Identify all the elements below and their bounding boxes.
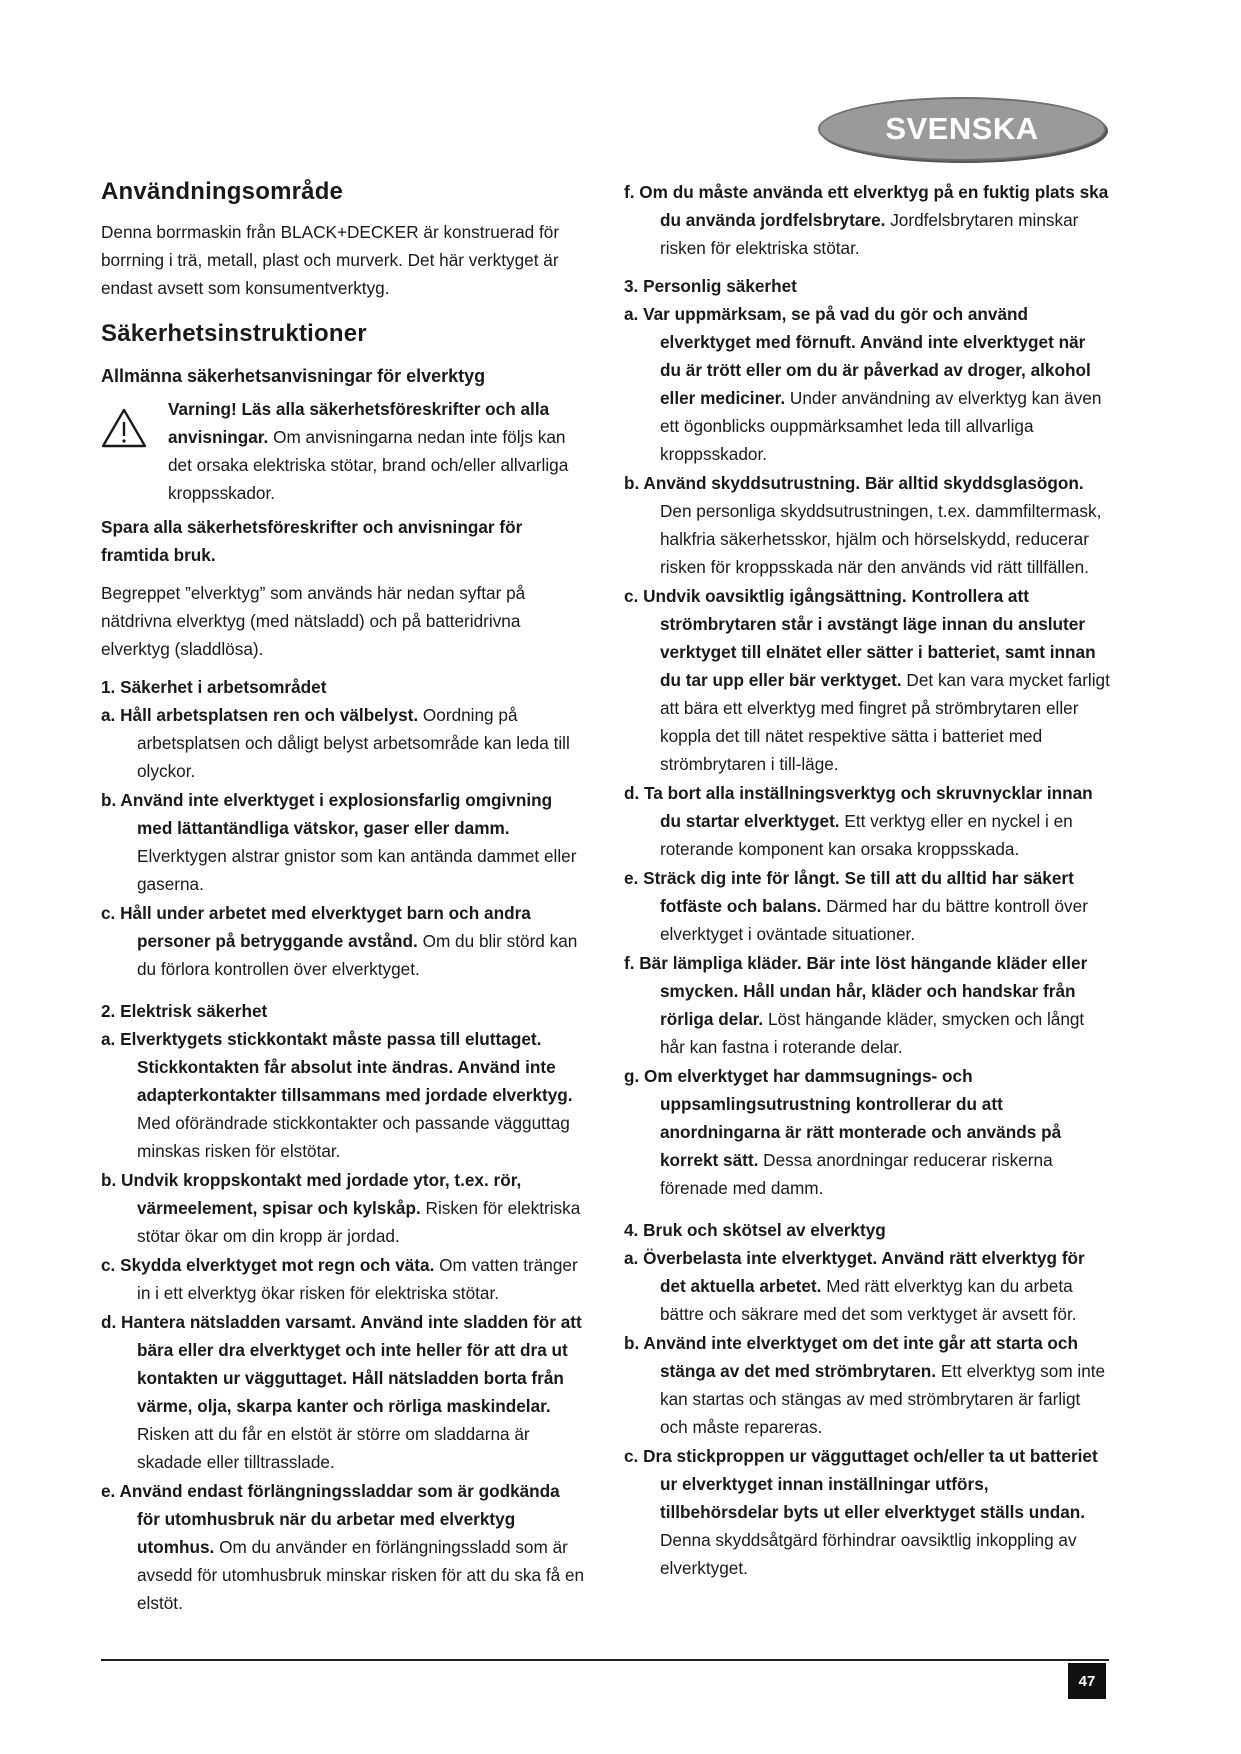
section-title: 1. Säkerhet i arbetsområdet bbox=[101, 677, 327, 697]
warning-block bbox=[101, 395, 587, 507]
page-number: 47 bbox=[1068, 1663, 1106, 1699]
safety-item: c. Skydda elverktyget mot regn och väta. Om vatten tränger in i ett elverktyg ökar risken för elektriska stötar. bbox=[101, 1255, 578, 1303]
safety-item: b. Använd inte elverktyget om det inte går att starta och stänga av det med strömbrytaren. Ett elverktyg som inte kan startas och stängas av med strömbrytaren är farligt och måste repareras. bbox=[624, 1333, 1106, 1437]
right-sections bbox=[624, 272, 1110, 1582]
safety-item: b. Använd skyddsutrustning. Bär alltid skyddsglasögon. Den personliga skyddsutrustningen, t.ex. dammfiltermask, halkfria säkerhetsskor, hjälm och hörselskydd, reducerar risken för kroppsskada när den används vid rätt tillfällen. bbox=[624, 473, 1102, 577]
safety-item: b. Undvik kroppskontakt med jordade ytor, t.ex. rör, värmeelement, spisar och kylskåp. Risken för elektriska stötar ökar om din kropp är jordad. bbox=[101, 1170, 581, 1246]
safety-item: c. Dra stickproppen ur vägguttaget och/eller ta ut batteriet ur elverktyget innan inställningar utförs, tillbehörsdelar byts ut eller elverktyget ställs undan. Denna skyddsåtgärd förhindrar oavsiktlig inkoppling av elverktyget. bbox=[624, 1446, 1098, 1578]
safety-item: a. Överbelasta inte elverktyget. Använd rätt elverktyg för det aktuella arbetet. Med rätt elverktyg kan du arbeta bättre och säkrare med det som verktyget är avsett för. bbox=[624, 1248, 1085, 1324]
power-tool-definition: Begreppet ”elverktyg” som används här nedan syftar på nätdrivna elverktyg (med nätsladd) och på batteridrivna elverktyg (sladdlösa). bbox=[101, 583, 526, 659]
safety-item: a. Elverktygets stickkontakt måste passa till eluttaget. Stickkontakten får absolut inte ändras. Använd inte adapterkontakter tillsammans med jordade elverktyg. Med oförändrade stickkontakter och passande vägguttag minskas risken för elstötar. bbox=[101, 1029, 573, 1161]
section-title: 2. Elektrisk säkerhet bbox=[101, 1001, 268, 1021]
safety-item: d. Ta bort alla inställningsverktyg och skruvnycklar innan du startar elverktyget. Ett verktyg eller en nyckel i en roterande komponent kan orsaka kroppsskada. bbox=[624, 783, 1093, 859]
language-badge bbox=[818, 97, 1106, 161]
safety-item: b. Använd inte elverktyget i explosionsfarlig omgivning med lättantändliga vätskor, gaser eller damm. Elverktygen alstrar gnistor som kan antända dammet eller gaserna. bbox=[101, 790, 577, 894]
right-column bbox=[624, 178, 1110, 1583]
safety-item: c. Undvik oavsiktlig igångsättning. Kontrollera att strömbrytaren står i avstängt läge innan du ansluter verktyget till elnätet eller sätter i batteriet, samt innan du tar upp eller bär verktyget. Det kan vara mycket farligt att bära ett elverktyg med fingret på strömbrytaren eller koppla det till nätet respektive sätta i batteriet med strömbrytaren i till-läge. bbox=[624, 586, 1110, 774]
safety-item: d. Hantera nätsladden varsamt. Använd inte sladden för att bära eller dra elverktyget och inte heller för att dra ut kontakten ur vägguttaget. Håll nätsladden borta från värme, olja, skarpa kanter och rörliga maskindelar. Risken att du får en elstöt är större om sladdarna är skadade eller tilltrasslade. bbox=[101, 1312, 582, 1472]
usage-intro: Denna borrmaskin från BLACK+DECKER är konstruerad för borrning i trä, metall, plast och murverk. Det här verktyget är endast avsett som konsumentverktyg. bbox=[101, 222, 560, 298]
warning-bold: Varning! Läs alla säkerhetsföreskrifter och alla anvisningar. bbox=[168, 399, 550, 447]
safety-item: e. Använd endast förlängningssladdar som är godkända för utomhusbruk när du arbetar med elverktyg utomhus. Om du använder en förlängningssladd som är avsedd för utomhusbruk minskar risken för att du ska få en elstöt. bbox=[101, 1481, 585, 1613]
rcd-item: f. Om du måste använda ett elverktyg på en fuktig plats ska du använda jordfelsbrytare. Jordfelsbrytaren minskar risken för elektriska stötar. bbox=[624, 182, 1109, 258]
safety-item: c. Håll under arbetet med elverktyget barn och andra personer på betryggande avstånd. Om du blir störd kan du förlora kontrollen över elverktyget. bbox=[101, 903, 578, 979]
safety-item: a. Var uppmärksam, se på vad du gör och använd elverktyget med förnuft. Använd inte elverktyget när du är trött eller om du är påverkad av droger, alkohol eller mediciner. Under användning av elverktyg kan även ett ögonblicks ouppmärksamhet leda till allvarliga kroppsskador. bbox=[624, 304, 1102, 464]
safety-item: g. Om elverktyget har dammsugnings- och uppsamlingsutrustning kontrollerar du att anordningarna är rätt monterade och används på korrekt sätt. Dessa anordningar reducerar riskerna förenade med damm. bbox=[624, 1066, 1062, 1198]
safety-heading: Säkerhetsinstruktioner bbox=[101, 320, 367, 347]
footer-divider bbox=[101, 1659, 1109, 1661]
general-safety-heading: Allmänna säkerhetsanvisningar för elverktyg bbox=[101, 366, 486, 386]
safety-item: a. Håll arbetsplatsen ren och välbelyst. Oordning på arbetsplatsen och dåligt belyst arbetsområde kan leda till olyckor. bbox=[101, 705, 570, 781]
safety-item: e. Sträck dig inte för långt. Se till att du alltid har säkert fotfäste och balans. Därmed har du bättre kontroll över elverktyget i oväntade situationer. bbox=[624, 868, 1088, 944]
warning-text: Om anvisningarna nedan inte följs kan det orsaka elektriska stötar, brand och/eller allvarliga kroppsskador. bbox=[168, 427, 569, 503]
left-sections bbox=[101, 673, 587, 1617]
section-title: 4. Bruk och skötsel av elverktyg bbox=[624, 1220, 886, 1240]
save-instructions-note: Spara alla säkerhetsföreskrifter och anvisningar för framtida bruk. bbox=[101, 517, 523, 565]
left-column bbox=[101, 178, 587, 1618]
usage-heading: Användningsområde bbox=[101, 178, 344, 205]
language-label: SVENSKA bbox=[885, 111, 1039, 146]
safety-item: f. Bär lämpliga kläder. Bär inte löst hängande kläder eller smycken. Håll undan hår, kläder och handskar från rörliga delar. Löst hängande kläder, smycken och långt hår kan fastna i roterande delar. bbox=[624, 953, 1088, 1057]
warning-triangle-icon bbox=[101, 407, 147, 449]
section-title: 3. Personlig säkerhet bbox=[624, 276, 797, 296]
